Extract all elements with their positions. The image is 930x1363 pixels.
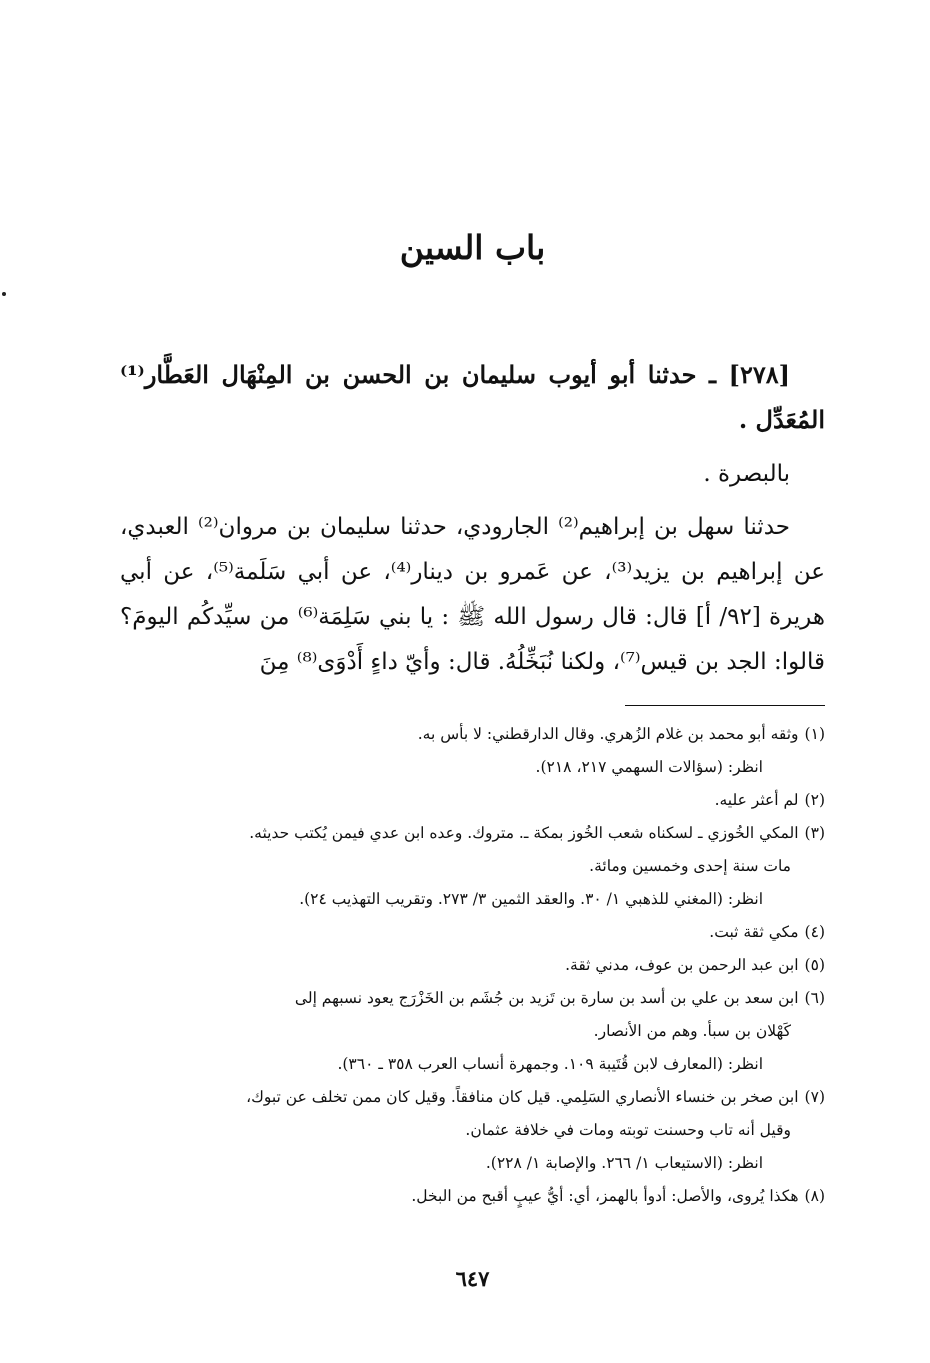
footnote-4 <box>120 916 825 949</box>
footnote-number: (٨) <box>804 1187 825 1205</box>
footnote-reference: انظر: (المغني للذهبي ١/ ٣٠. والعقد الثمين ٣/ ٢٧٣. وتقريب التهذيب ٢٤). <box>299 890 763 908</box>
footnote-reference: انظر: (المعارف لابن قُتَيبة ١٠٩. وجمهرة أنساب العرب ٣٥٨ ـ ٣٦٠). <box>337 1055 763 1073</box>
footnote-8 <box>120 1180 825 1213</box>
footnote-text: ابن سعد بن علي بن أسد بن سارة بن تَزيد بن جُشَم بن الخَزْرَج يعود نسبهم إلى <box>294 989 799 1007</box>
footnote-divider <box>625 705 825 706</box>
chapter-title: باب السين <box>399 228 546 267</box>
footnote-text: ابن صخر بن خنساء الأنصاري السَلِمي. قيل كان منافقاً. وقيل كان ممن تخلف عن تبوك، <box>246 1088 799 1106</box>
footnote-text: ابن عبد الرحمن بن عوف، مدني ثقة. <box>565 956 799 974</box>
footnote-continuation: مات سنة إحدى وخمسين ومائة. <box>589 857 791 875</box>
footnote-continuation: وقيل أنه تاب وحسنت توبته ومات في خلافة عثمان. <box>465 1121 791 1139</box>
footnote-text: لم أعثر عليه. <box>714 791 799 809</box>
entry-place: بالبصرة . <box>703 461 790 487</box>
entry-heading: [٢٧٨] ـ حدثنا أبو أيوب سليمان بن الحسن بن المِنْهَال العَطَّار⁽¹⁾ المُعَدِّل . <box>120 360 825 434</box>
book-page <box>120 0 825 1363</box>
footnote-text: وثقه أبو محمد بن غلام الزُهري. وقال الدارقطني: لا بأس به. <box>417 725 799 743</box>
footnote-7 <box>120 1081 825 1180</box>
footnotes-list <box>120 718 825 1213</box>
footnote-3 <box>120 817 825 916</box>
footnote-2 <box>120 784 825 817</box>
footnote-5 <box>120 949 825 982</box>
footnote-6 <box>120 982 825 1081</box>
footnote-text: هكذا يُروى، والأصل: أدوأ بالهمز، أي: أيُّ عيبٍ أقبح من البخل. <box>411 1187 799 1205</box>
page-number: ٦٤٧ <box>455 1266 490 1291</box>
footnote-number: (٧) <box>804 1088 825 1106</box>
footnote-1 <box>120 718 825 784</box>
footnote-reference: انظر: (الاستيعاب ١/ ٢٦٦. والإصابة ١/ ٢٢٨). <box>485 1154 763 1172</box>
footnote-number: (١) <box>804 725 825 743</box>
footnote-number: (٤) <box>804 923 825 941</box>
footnote-reference: انظر: (سؤالات السهمي ٢١٧، ٢١٨). <box>535 758 763 776</box>
scan-speck <box>2 292 6 296</box>
footnote-number: (٢) <box>804 791 825 809</box>
entry-text: حدثنا سهل بن إبراهيم⁽²⁾ الجارودي، حدثنا سليمان بن مروان⁽²⁾ العبدي، عن إبراهيم بن يزيد⁽³⁾، عن عَمرو بن دينار⁽⁴⁾، عن أبي سَلَمة⁽⁵⁾، عن أبي هريرة [٩٢/ أ] قال: قال رسول الله ﷺ : يا بني سَلِمَة⁽⁶⁾ من سيِّدكُم اليومَ؟ قالوا: الجد بن قيس⁽⁷⁾، ولكنا نُبَخِّلُهُ. قال: وأيّ داءٍ أَدْوَى⁽⁸⁾ مِنَ <box>120 514 825 675</box>
footnote-text: المكي الخُوزي ـ لسكناه شعب الخُوز بمكة ـ. متروك. وعده ابن عدي فيمن يُكتب حديثه. <box>249 824 799 842</box>
footnote-number: (٣) <box>804 824 825 842</box>
entry-body <box>120 352 825 685</box>
footnote-number: (٥) <box>804 956 825 974</box>
footnote-text: مكي ثقة ثبت. <box>709 923 799 941</box>
footnote-continuation: كَهْلان بن سبأ. وهم من الأنصار. <box>593 1022 791 1040</box>
footnote-number: (٦) <box>804 989 825 1007</box>
